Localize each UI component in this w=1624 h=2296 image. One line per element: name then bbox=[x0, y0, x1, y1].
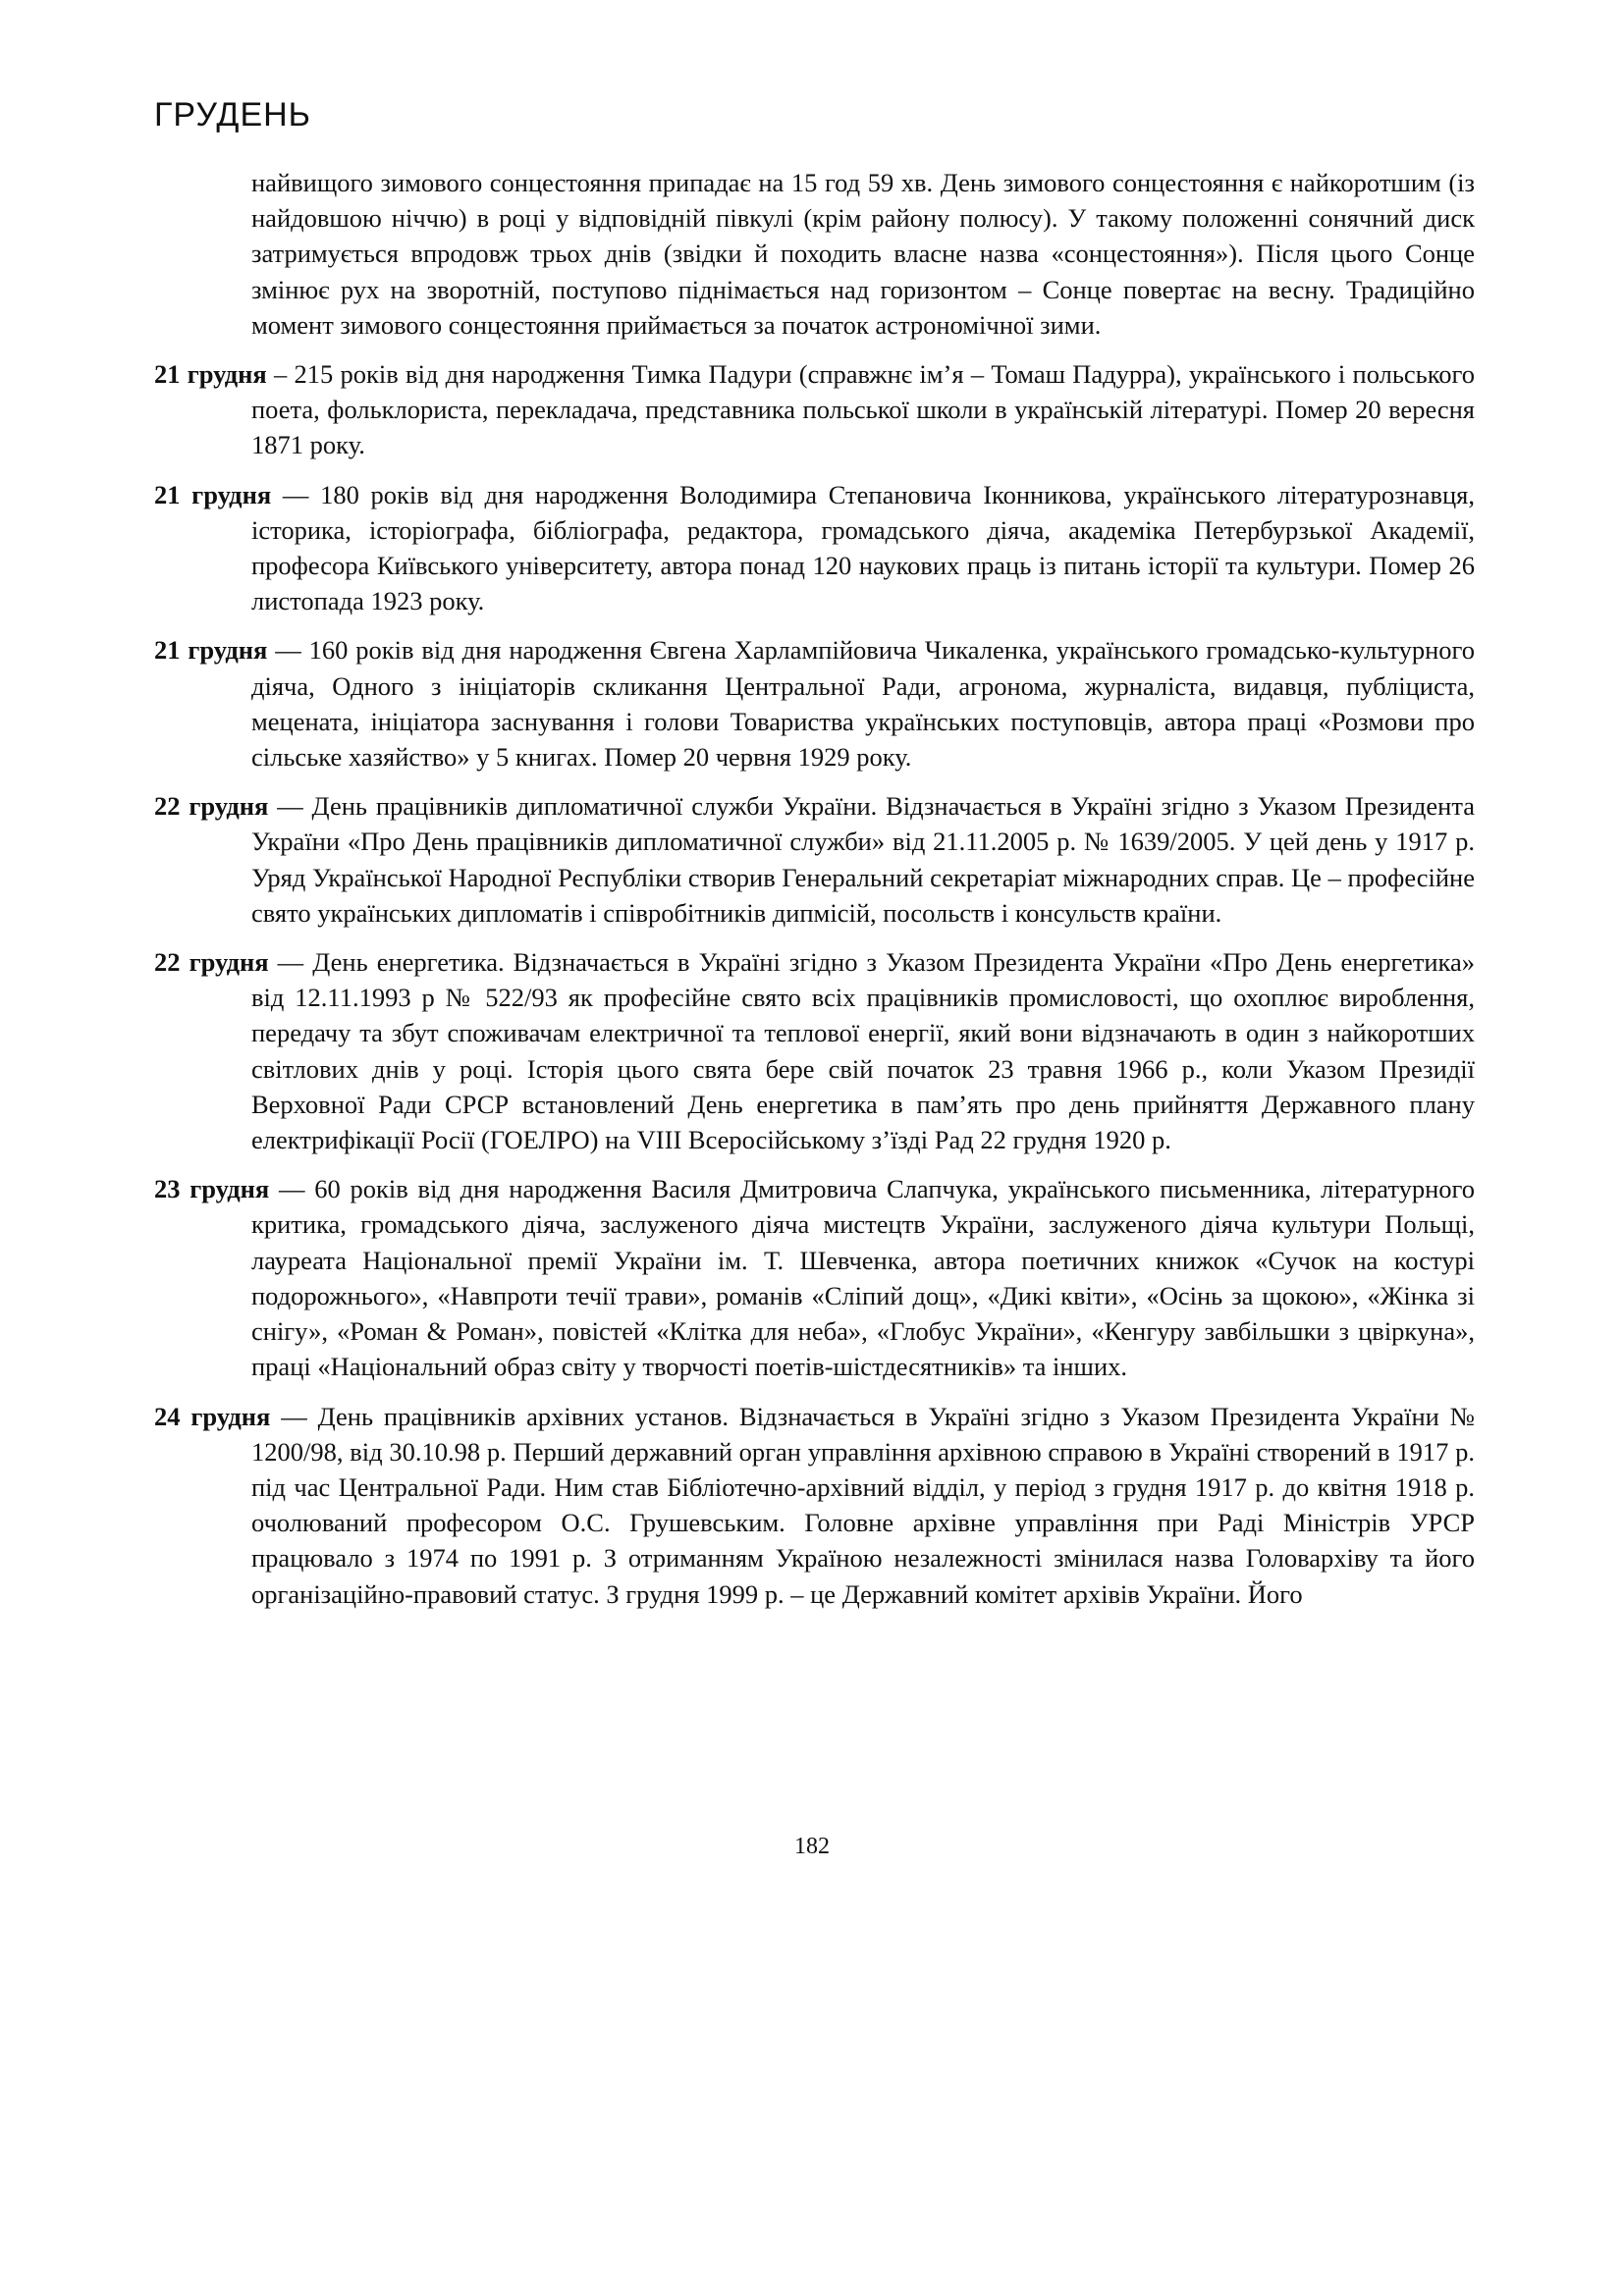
entry-text: — 160 років від дня народження Євгена Харлампійовича Чикаленка, українського громадсько-культурного діяча, Одного з ініціаторів скликання Центральної Ради, агронома, журналіста, видавця, публіциста, мецената, ініціатора заснування і голови Товариства українських поступовців, автора праці «Розмови про сільське хазяйство» у 5 книгах. Помер 20 червня 1929 року. bbox=[251, 635, 1475, 773]
entry-text: — 60 років від дня народження Василя Дмитровича Слапчука, українського письменника, літературного критика, громадського діяча, заслуженого діяча мистецтв України, заслуженого діяча культури Польщі, лауреата Національної премії України ім. Т. Шевченка, автора поетичних книжок «Сучок на костурі подорожнього», «Навпроти течії трави», романів «Сліпий дощ», «Дикі квіти», «Осінь за щокою», «Жінка зі снігу», «Роман & Роман», повістей «Клітка для неба», «Глобус України», «Кенгуру завбільшки з цвіркуна», праці «Національний образ світу у творчості поетів-шістдесятників» та інших. bbox=[251, 1174, 1475, 1382]
document-body bbox=[154, 165, 1475, 1626]
entry-paragraph bbox=[154, 944, 1475, 1157]
section-header: ГРУДЕНЬ bbox=[154, 96, 311, 133]
entry-date: 22 грудня bbox=[154, 947, 269, 978]
entry-text: — День енергетика. Відзначається в Україні згідно з Указом Президента України «Про День енергетика» від 12.11.1993 р № 522/93 як професійне свято всіх працівників промисловості, що охоплює вироблення, передачу та збут споживачам електричної та теплової енергії, який вони відзначають в один з найкоротших світлових днів у році. Історія цього свята бере свій початок 23 травня 1966 р., коли Указом Президії Верховної Ради СРСР встановлений День енергетика в пам’ять про день прийняття Державного плану електрифікації Росії (ГОЕЛРО) на VIII Всеросійському з’їзді Рад 22 грудня 1920 р. bbox=[251, 947, 1476, 1155]
entry-text: — День працівників архівних установ. Відзначається в Україні згідно з Указом Президента України № 1200/98, від 30.10.98 р. Перший державний орган управління архівною справою в Україні створений в 1917 р. під час Центральної Ради. Ним став Бібліотечно-архівний відділ, у період з грудня 1917 р. до квітня 1918 р. очолюваний професором О.С. Грушевським. Головне архівне управління при Раді Міністрів УРСР працювало з 1974 по 1991 р. З отриманням Україною незалежності змінилася назва Головархіву та його організаційно-правовий статус. З грудня 1999 р. – це Державний комітет архівів України. Його bbox=[251, 1401, 1475, 1609]
entry-paragraph bbox=[154, 1171, 1475, 1384]
entry-paragraph bbox=[154, 477, 1475, 619]
entry-date: 22 грудня bbox=[154, 791, 269, 822]
page-number: 182 bbox=[794, 1834, 830, 1859]
entry-date: 21 грудня bbox=[154, 359, 267, 390]
entry-text: — День працівників дипломатичної служби України. Відзначається в Україні згідно з Указом Президента України «Про День працівників дипломатичної служби» від 21.11.2005 р. № 1639/2005. У цей день у 1917 р. Уряд Української Народної Республіки створив Генеральний секретаріат міжнародних справ. Це – професійне свято українських дипломатів і співробітників дипмісій, посольств і консульств країни. bbox=[251, 791, 1475, 928]
continued-paragraph: найвищого зимового сонцестояння припадає на 15 год 59 хв. День зимового сонцестояння є найкоротшим (із найдовшою ніччю) в році у відповідній півкулі (крім району полюсу). У такому положенні сонячний диск затримується впродовж трьох днів (звідки й походить власне назва «сонцестояння»). Після цього Сонце змінює рух на зворотній, поступово піднімається над горизонтом – Сонце повертає на весну. Традиційно момент зимового сонцестояння приймається за початок астрономічної зими. bbox=[251, 168, 1475, 340]
entry-date: 21 грудня bbox=[154, 479, 272, 509]
entry-date: 21 грудня bbox=[154, 635, 268, 666]
entry-text: — 180 років від дня народження Володимира Степановича Іконникова, українського літературознавця, історика, історіографа, бібліографа, редактора, громадського діяча, академіка Петербурзької Академії, професора Київського університету, автора понад 120 наукових праць із питань історії та культури. Помер 26 листопада 1923 року. bbox=[251, 479, 1475, 616]
entry-paragraph bbox=[154, 788, 1475, 931]
entry-paragraph bbox=[154, 1399, 1475, 1612]
entry-date: 23 грудня bbox=[154, 1174, 270, 1204]
entry-paragraph bbox=[154, 632, 1475, 774]
entry-paragraph bbox=[154, 356, 1475, 463]
entry-text: – 215 років від дня народження Тимка Падури (справжнє ім’я – Томаш Падурра), українського і польського поета, фольклориста, перекладача, представника польської школи в українській літературі. Помер 20 вересня 1871 року. bbox=[251, 359, 1475, 460]
entry-date: 24 грудня bbox=[154, 1401, 271, 1431]
